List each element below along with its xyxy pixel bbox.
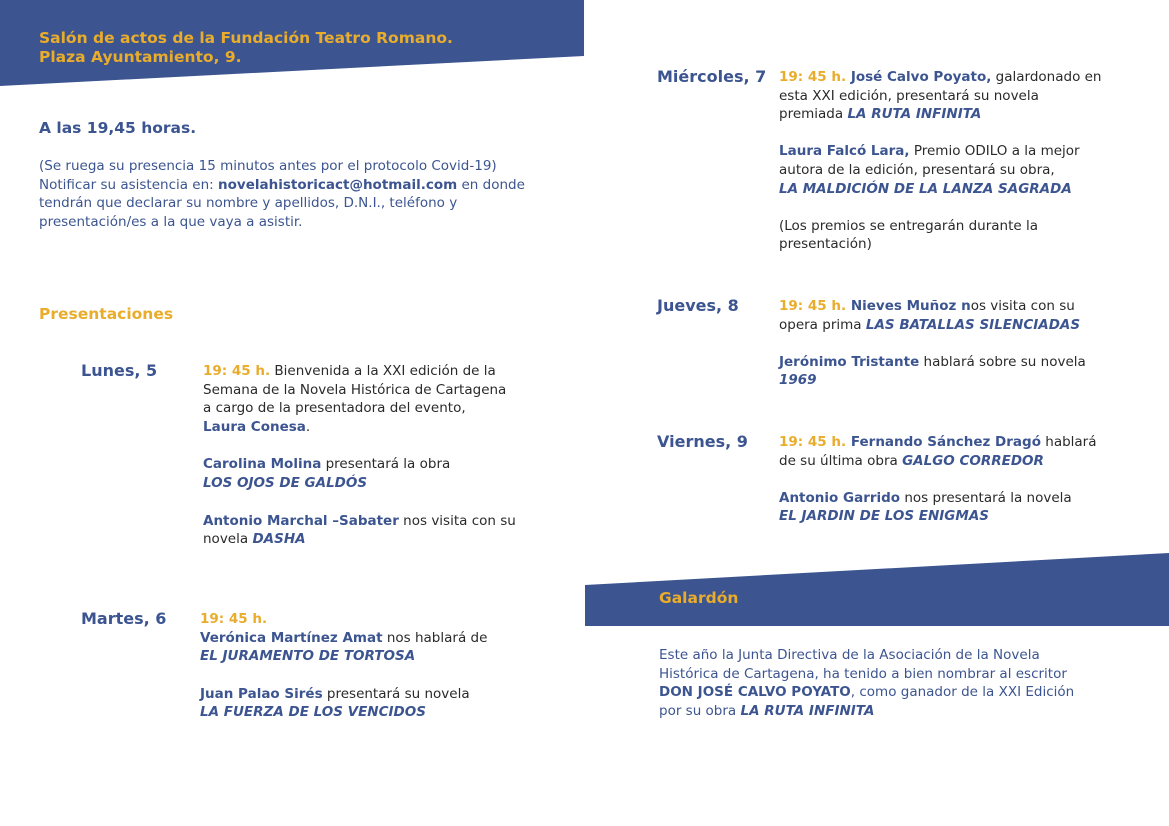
jueves-time: 19: 45 h. <box>779 298 847 314</box>
lunes-line2: Semana de la Novela Histórica de Cartagena <box>203 381 507 398</box>
day-viernes: Viernes, 9 <box>657 432 748 451</box>
notice-line2-post: en donde <box>457 176 525 193</box>
viernes-a1-text: hablará <box>1040 434 1097 450</box>
miercoles-a2-name: Laura Falcó Lara, <box>779 143 910 160</box>
viernes-author2 <box>779 489 1119 508</box>
time-notice: A las 19,45 horas. <box>39 119 197 137</box>
viernes-block <box>779 433 1119 526</box>
viernes-a1-pre: de su última obra <box>779 452 903 469</box>
martes-book1: EL JURAMENTO DE TORTOSA <box>200 648 416 665</box>
notice-line2-pre: Notificar su asistencia en: <box>39 176 219 193</box>
miercoles-a2-line2: autora de la edición, presentará su obra, <box>779 161 1055 178</box>
lunes-a3-pre: novela <box>203 531 253 548</box>
martes-author2 <box>200 685 530 704</box>
day-jueves: Jueves, 8 <box>657 296 739 315</box>
martes-a1-text: nos hablará de <box>382 629 488 646</box>
viernes-book2: EL JARDIN DE LOS ENIGMAS <box>779 508 989 525</box>
lunes-presenter: Laura Conesa <box>203 418 306 435</box>
day-lunes: Lunes, 5 <box>81 361 158 380</box>
lunes-author3 <box>203 512 533 531</box>
viernes-a2-text: nos presentará la novela <box>900 489 1072 506</box>
lunes-author2 <box>203 455 533 474</box>
galardon-l4-pre: por su obra <box>659 702 741 719</box>
miercoles-a2-l1: Premio ODILO a la mejor <box>909 143 1080 160</box>
viernes-a2-name: Antonio Garrido <box>779 489 901 506</box>
jueves-book2: 1969 <box>779 372 817 389</box>
miercoles-block <box>779 68 1119 254</box>
viernes-time: 19: 45 h. <box>779 434 847 450</box>
miercoles-book1: LA RUTA INFINITA <box>847 106 982 123</box>
miercoles-note2: presentación) <box>779 236 872 253</box>
lunes-line1 <box>203 362 533 381</box>
martes-a2-text: presentará su novela <box>322 685 470 702</box>
jueves-a2-text: hablará sobre su novela <box>919 353 1086 370</box>
lunes-book3-line <box>203 530 533 549</box>
miercoles-line3 <box>779 105 1119 124</box>
miercoles-line1 <box>779 68 1119 87</box>
lunes-dot: . <box>305 418 311 435</box>
martes-a1-name: Verónica Martínez Amat <box>200 629 383 646</box>
jueves-author2 <box>779 353 1119 372</box>
galardon-title: Galardón <box>659 589 739 607</box>
jueves-line1 <box>779 297 1119 316</box>
venue-header <box>39 29 453 67</box>
jueves-a2-name: Jerónimo Tristante <box>779 353 920 370</box>
venue-line1: Salón de actos de la Fundación Teatro Romano. <box>39 29 453 47</box>
miercoles-a1-l3: premiada <box>779 106 848 123</box>
lunes-a3-name: Antonio Marchal –Sabater <box>203 512 399 529</box>
jueves-block <box>779 297 1119 390</box>
viernes-line2 <box>779 452 1119 471</box>
galardon-block <box>659 646 1119 720</box>
presentaciones-title: Presentaciones <box>39 305 174 323</box>
day-miercoles: Miércoles, 7 <box>657 67 767 86</box>
lunes-l1: Bienvenida a la XXI edición de la <box>270 363 496 379</box>
miercoles-note1: (Los premios se entregarán durante la <box>779 217 1039 234</box>
galardon-winner: DON JOSÉ CALVO POYATO <box>659 684 851 701</box>
lunes-a3-text: nos visita con su <box>398 512 516 529</box>
lunes-block <box>203 362 533 549</box>
galardon-line1: Este año la Junta Directiva de la Asociación de la Novela <box>659 647 1040 663</box>
lunes-line4 <box>203 418 533 437</box>
miercoles-a1-l1: galardonado en <box>991 69 1102 85</box>
galardon-line4 <box>659 702 1119 721</box>
lunes-book2: LOS OJOS DE GALDÓS <box>203 474 368 491</box>
galardon-l3-post: , como ganador de la XXI Edición <box>850 684 1075 701</box>
martes-block <box>200 610 530 722</box>
contact-email[interactable]: novelahistoricact@hotmail.com <box>218 176 458 193</box>
galardon-line3 <box>659 683 1119 702</box>
lunes-a2-text: presentará la obra <box>321 456 451 473</box>
notice-line2 <box>39 176 539 195</box>
lunes-book3: DASHA <box>252 531 306 548</box>
jueves-a1-text: os visita con su <box>970 298 1075 314</box>
miercoles-author2 <box>779 142 1119 161</box>
martes-author1 <box>200 629 530 648</box>
notice-line4: presentación/es a la que vaya a asistir. <box>39 213 303 230</box>
day-martes: Martes, 6 <box>81 609 167 628</box>
notice-line3: tendrán que declarar su nombre y apellidos, D.N.I., teléfono y <box>39 195 458 212</box>
lunes-time: 19: 45 h. <box>203 363 271 379</box>
miercoles-book2: LA MALDICIÓN DE LA LANZA SAGRADA <box>779 180 1072 197</box>
viernes-book1: GALGO CORREDOR <box>902 452 1044 469</box>
miercoles-a1-name: José Calvo Poyato, <box>846 69 992 85</box>
notice-block <box>39 157 539 231</box>
martes-a2-name: Juan Palao Sirés <box>200 685 323 702</box>
martes-book2: LA FUERZA DE LOS VENCIDOS <box>200 704 426 721</box>
galardon-line2: Histórica de Cartagena, ha tenido a bien nombrar al escritor <box>659 665 1067 682</box>
jueves-a1-name: Nieves Muñoz n <box>846 298 971 314</box>
jueves-line2 <box>779 316 1119 335</box>
lunes-a2-name: Carolina Molina <box>203 456 322 473</box>
martes-time: 19: 45 h. <box>200 611 268 627</box>
jueves-a1-pre: opera prima <box>779 316 866 333</box>
miercoles-line2: esta XXI edición, presentará su novela <box>779 87 1039 104</box>
jueves-book1: LAS BATALLAS SILENCIADAS <box>865 316 1081 333</box>
notice-line1: (Se ruega su presencia 15 minutos antes por el protocolo Covid-19) <box>39 158 497 174</box>
viernes-a1-name: Fernando Sánchez Dragó <box>846 434 1041 450</box>
lunes-line3: a cargo de la presentadora del evento, <box>203 400 466 417</box>
venue-line2: Plaza Ayuntamiento, 9. <box>39 48 242 66</box>
galardon-book: LA RUTA INFINITA <box>740 702 875 719</box>
viernes-line1 <box>779 433 1119 452</box>
miercoles-time: 19: 45 h. <box>779 69 847 85</box>
